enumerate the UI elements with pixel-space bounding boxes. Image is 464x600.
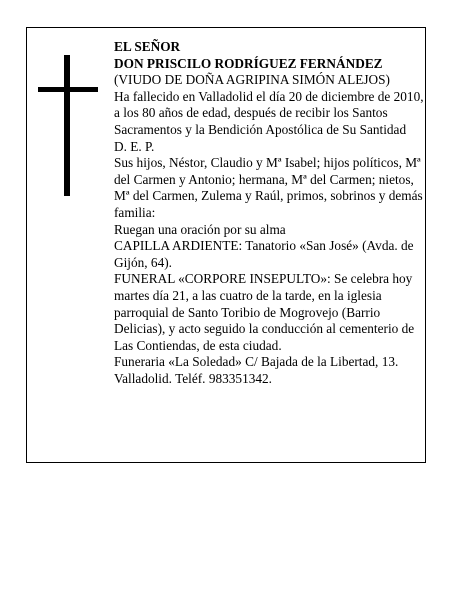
funeral-home-info: Funeraria «La Soledad» C/ Bajada de la Libertad, 13. Valladolid. Teléf. 983351342. (114, 354, 399, 386)
notice-heading-title: EL SEÑOR (114, 39, 181, 54)
obituary-text (114, 39, 424, 387)
deceased-name: DON PRISCILO RODRÍGUEZ FERNÁNDEZ (114, 55, 383, 71)
prayer-request: Ruegan una oración por su alma (114, 221, 286, 237)
family-list: Sus hijos, Néstor, Claudio y Mª Isabel; hijos políticos, Mª del Carmen y Antonio; hermana, Mª del Carmen; nietos, Mª del Carmen, Zulema y Raúl, primos, sobrinos y demás familia: (114, 155, 423, 220)
death-announcement: Ha fallecido en Valladolid el día 20 de diciembre de 2010, a los 80 años de edad, después de recibir los Santos Sacramentos y la Bendición Apostólica de Su Santidad (114, 88, 424, 137)
rest-in-peace: D. E. P. (114, 138, 155, 154)
cross-icon (38, 55, 98, 196)
widower-line: (VIUDO DE DOÑA AGRIPINA SIMÓN ALEJOS) (114, 72, 390, 88)
cross-vertical-bar (64, 55, 70, 196)
funeral-info: FUNERAL «CORPORE INSEPULTO»: Se celebra hoy martes día 21, a las cuatro de la tarde, en la iglesia parroquial de Santo Toribio de Mogrovejo (Barrio Delicias), y acto seguido la conducción al cementerio de Las Contiendas, de esta ciudad. (114, 271, 415, 353)
chapel-info: CAPILLA ARDIENTE: Tanatorio «San José» (Avda. de Gijón, 64). (114, 238, 414, 270)
cross-horizontal-bar (38, 87, 98, 92)
